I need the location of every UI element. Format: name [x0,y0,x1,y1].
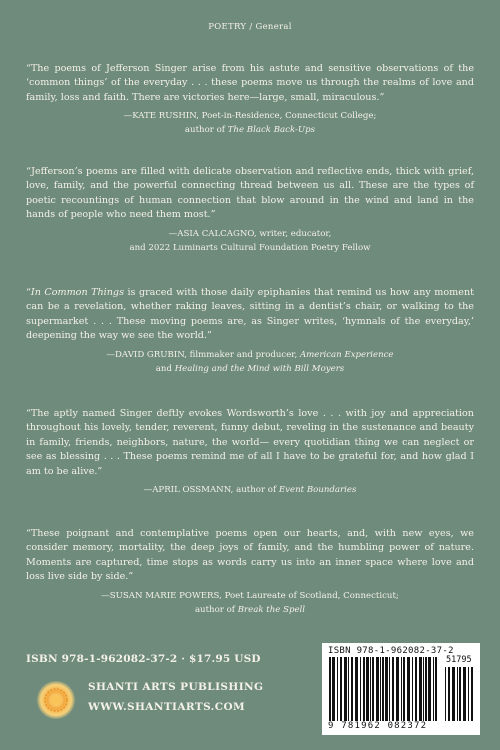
blurb-attribution [26,109,474,137]
attribution-line: —KATE RUSHIN, Poet-in-Residence, Connecticut College; [123,111,377,122]
blurb-1 [26,62,474,137]
category-label: POETRY / General [208,22,292,32]
barcode-digits: 9 781962 082372 [328,721,428,731]
barcode-bar [425,657,427,721]
blurb-attribution [26,483,474,497]
barcode-addon-bars [444,667,474,721]
barcode-bar [382,657,384,721]
barcode-bar [355,657,358,721]
quote-body: is graced with those daily epiphanies that remind us how any moment can be a revelation, whether raking leaves, sitting in a dentist’s chair, or walking to the supermarket . . . These moving poems are, as Singer writes, ‘hymnals of the everyday,’ deepening the way we see the world.” [26,287,474,342]
barcode-bar [459,667,461,721]
book-title: The Black Back-Ups [227,125,316,136]
barcode-bar [412,657,413,721]
book-title: Event Boundaries [278,485,357,496]
barcode-bar [392,657,394,721]
barcode-bar [423,657,424,721]
attribution-prefix: —DAVID GRUBIN, filmmaker and producer, [106,349,300,360]
barcode-bar [448,667,450,721]
publisher-url: WWW.SHANTIARTS.COM [88,701,246,713]
barcode-bar [435,657,437,721]
barcode-bar [468,667,469,721]
barcode-bar [403,657,405,721]
barcode-bar [363,657,365,721]
barcode-bar [385,657,388,721]
barcode [322,643,480,735]
barcode-bar [380,657,381,721]
attribution-line [26,348,474,362]
publisher-name: SHANTI ARTS PUBLISHING [88,681,264,693]
barcode-bar [372,657,374,721]
attribution-prefix: and [155,363,175,374]
quote-open: “ [26,287,31,298]
barcode-bar [344,657,347,721]
barcode-bar [340,657,342,721]
blurb-attribution [26,589,474,617]
barcode-bar [457,667,458,721]
barcode-bar [360,657,361,721]
attribution-line: —SUSAN MARIE POWERS, Poet Laureate of Scotland, Connecticut; [101,590,399,601]
barcode-bar [419,657,422,721]
barcode-bar [351,657,353,721]
attribution-line: —ASIA CALCAGNO, writer, educator, [168,228,332,239]
barcode-bar [389,657,390,721]
book-title: Break the Spell [237,604,306,615]
blurb-quote: “Jefferson’s poems are filled with delicate observation and reflective ends, thick with grief, love, family, and the powerful connecting thread between us all. These are the types of poetic recountings of human connection that blow around in the wind and land in the hands of people who need them most.” [26,166,474,221]
blurb-attribution [26,227,474,255]
blurb-quote [26,286,474,344]
barcode-bar [366,657,369,721]
barcode-bar [329,657,331,721]
blurb-5 [26,527,474,617]
barcode-bar [407,657,410,721]
attribution-prefix: —APRIL OSSMANN, author of [143,485,279,496]
barcode-bar [463,667,466,721]
book-title: In Common Things [30,287,124,298]
attribution-line [26,483,474,497]
attribution-line: and 2022 Luminarts Cultural Foundation Poetry Fellow [129,242,371,253]
barcode-bar [452,667,455,721]
show-title: American Experience [299,349,394,360]
barcode-isbn: ISBN 978-1-962082-37-2 [328,646,454,656]
barcode-bars [328,657,440,721]
barcode-bar [370,657,371,721]
barcode-bar [445,667,446,721]
blurb-3 [26,286,474,376]
barcode-bar [348,657,349,721]
barcode-bar [433,657,434,721]
blurb-quote: “The aptly named Singer deftly evokes Wordsworth’s love . . . with joy and appreciation throughout his lovely, tender, reverent, funny debut, reveling in the sustenance and beauty in family, friends, neighbors, nature, the world— every quotidian thing we can neglect or see as blessing . . . These poems remind me of all I have to be grateful for, and how glad I am to be alive.” [26,408,474,477]
attribution-line [26,603,474,617]
barcode-bar [337,657,338,721]
attribution-prefix: author of [184,125,228,136]
blurb-quote: “These poignant and contemplative poems open our hearts, and, with new eyes, we consider memory, mortality, the deep joys of family, and the humbling power of nature. Moments are captured, time stops as words carry us into an inner space where love and loss live side by side.” [26,528,474,583]
barcode-bar [401,657,402,721]
sun-logo-icon [36,680,76,720]
barcode-bar [376,657,379,721]
attribution-line [26,362,474,376]
barcode-bar [396,657,399,721]
barcode-bar [428,657,431,721]
blurb-2 [26,165,474,255]
isbn-price: ISBN 978-1-962082-37-2 · $17.95 USD [26,653,261,665]
show-title: Healing and the Mind with Bill Moyers [174,363,345,374]
attribution-line [26,123,474,137]
barcode-bar [471,667,473,721]
blurb-attribution [26,348,474,376]
barcode-bar [332,657,335,721]
attribution-prefix: author of [194,604,238,615]
blurb-4 [26,407,474,497]
blurb-quote: “The poems of Jefferson Singer arise from his astute and sensitive observations of the ‘common things’ of the everyday . . . these poems move us through the realms of love and family, loss and faith. There are victories here—large, small, miraculous.” [26,63,474,103]
barcode-price-code: 51795 [446,655,472,665]
barcode-bar [415,657,417,721]
